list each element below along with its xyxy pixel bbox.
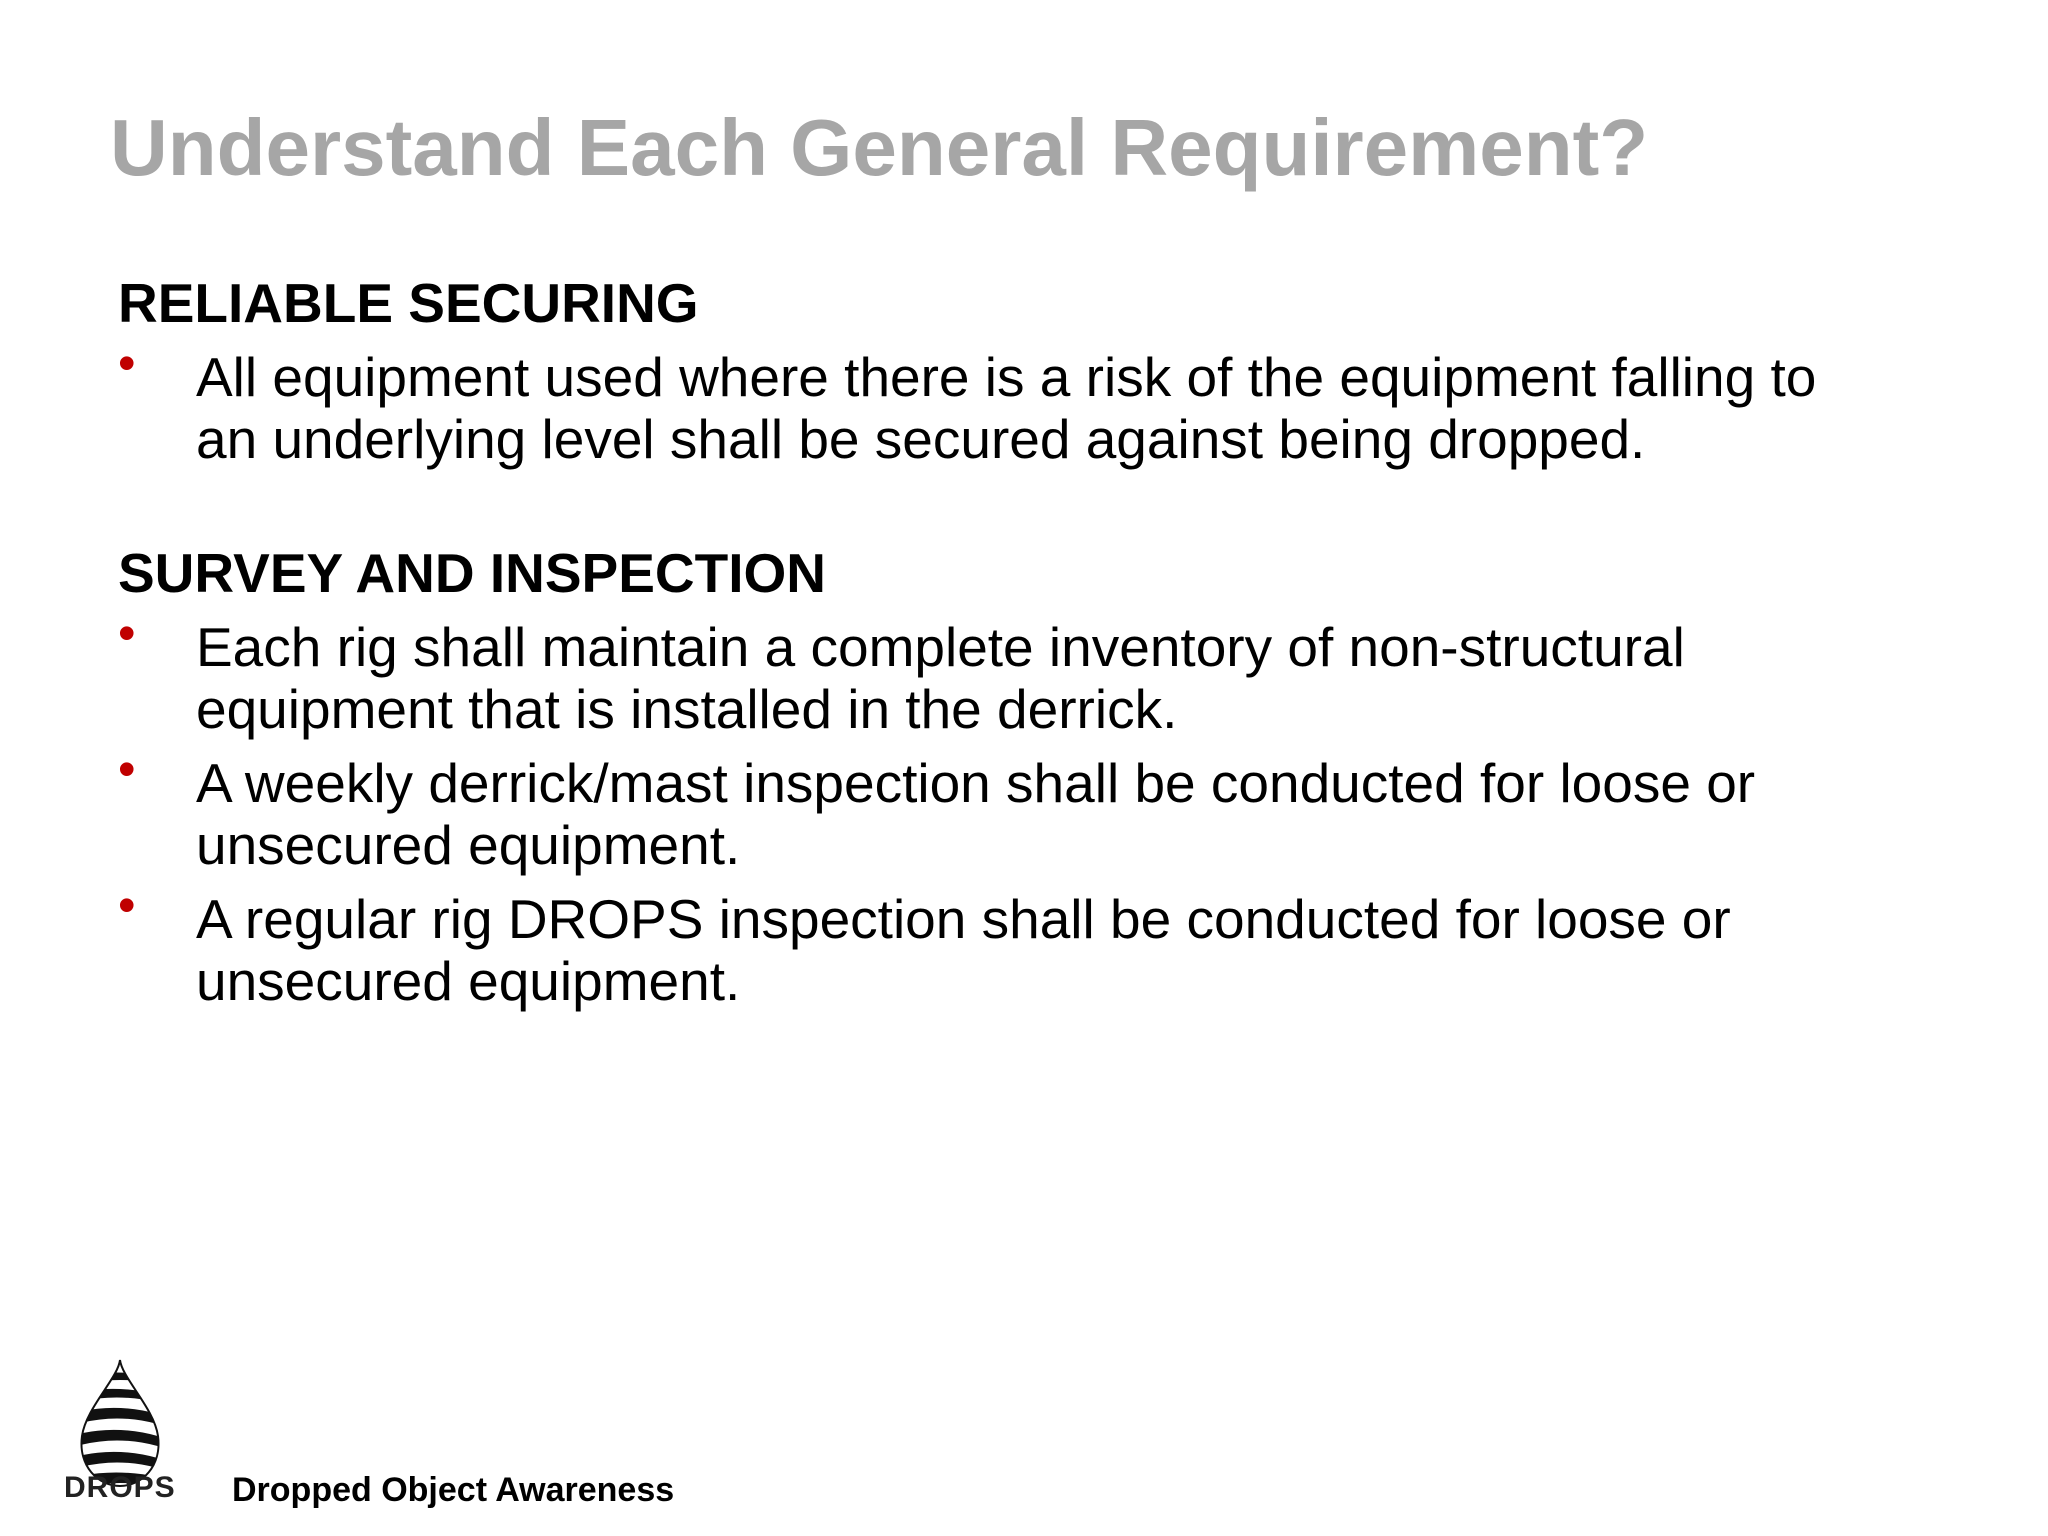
slide-title: Understand Each General Requirement? — [110, 103, 1649, 192]
bullet-icon: • — [118, 605, 136, 661]
bullet-text: Each rig shall maintain a complete inventory of non-structural equipment that is installed in the derrick. — [196, 616, 1685, 740]
bullet-item — [118, 605, 1878, 740]
bullet-list — [118, 335, 1878, 470]
bullet-list — [118, 605, 1878, 1012]
bullet-text: All equipment used where there is a risk of the equipment falling to an underlying level shall be secured against being dropped. — [196, 346, 1817, 470]
bullet-text: A regular rig DROPS inspection shall be conducted for loose or unsecured equipment. — [196, 888, 1731, 1012]
bullet-icon: • — [118, 877, 136, 933]
bullet-icon: • — [118, 741, 136, 797]
section-survey-and-inspection — [118, 540, 1878, 1024]
logo-text: DROPS — [64, 1471, 176, 1504]
section-heading: RELIABLE SECURING — [118, 272, 699, 334]
footer-caption: Dropped Object Awareness — [232, 1471, 675, 1509]
bullet-item — [118, 741, 1878, 876]
bullet-text: A weekly derrick/mast inspection shall be conducted for loose or unsecured equipment. — [196, 752, 1756, 876]
section-heading: SURVEY AND INSPECTION — [118, 542, 827, 604]
bullet-icon: • — [118, 335, 136, 391]
bullet-item — [118, 335, 1878, 470]
bullet-item — [118, 877, 1878, 1012]
section-reliable-securing — [118, 270, 1878, 482]
